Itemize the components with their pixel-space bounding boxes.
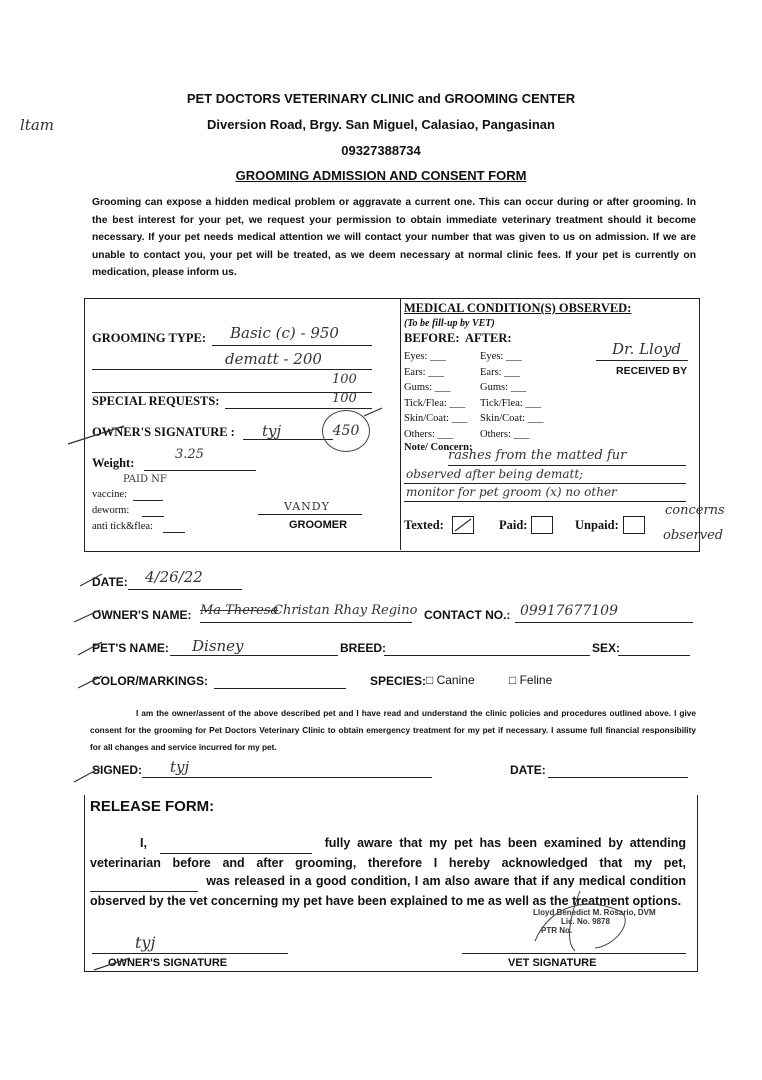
weight-label: Weight: [92,456,135,470]
signed-value: tyj [170,758,190,776]
after-item: Ears: ___ [480,366,520,378]
consent-paragraph: I am the owner/assent of the above described pet and I have read and understand the clinic policies and procedures outlined above. I give consent for the grooming for Pet Doctors Veterinary Clinic to obtain emergency treatment for my pet if necessary. I assume full financial responsibility for all changes and service incurred for my pet. [90,708,696,752]
after-item: Gums: ___ [480,382,527,393]
species-canine-label: Canine [436,673,475,687]
owner-name-value: Christan Rhay Regino [273,603,418,618]
anti-tick-line [163,532,185,533]
groomer-label: GROOMER [289,519,348,531]
grooming-type-value-2: dematt - 200 [225,350,322,368]
grooming-type-line-3 [92,392,372,393]
note-line-3: monitor for pet groom (x) no other [406,485,617,499]
before-item: Gums: ___ [404,382,451,393]
signed-date-line [548,777,688,778]
unpaid-label: Unpaid: [575,518,619,532]
vaccine-label: vaccine: [92,489,127,500]
vet-stamp-lic: Lic. No. 9878 [561,917,610,926]
owner-signature-label: OWNER'S SIGNATURE : [92,425,235,439]
color-markings-line [214,688,346,689]
before-item: Skin/Coat: ___ [404,413,468,424]
release-title: RELEASE FORM: [90,798,215,815]
texted-checkbox[interactable] [452,516,474,534]
release-text-b: fully aware that my pet has been examined by attending veterinarian before and after grooming, therefore I hereby acknowledged that my pet, [90,836,686,870]
contact-line [515,622,693,623]
special-requests-label: SPECIAL REQUESTS: [92,394,220,408]
owner-name-struck: Ma Theresa [200,603,279,618]
paid-checkbox[interactable] [531,516,553,534]
vaccine-line [133,500,163,501]
margin-note: ltam [20,116,54,134]
after-item: Tick/Flea: ___ [480,397,542,409]
pet-name-value: Disney [192,637,244,655]
note-trailing-1: concerns [665,503,725,518]
release-name-blank [160,834,312,854]
release-vet-sig-line [462,953,686,954]
clinic-name: PET DOCTORS VETERINARY CLINIC and GROOMING CENTER [186,91,576,106]
release-text-a: I, [140,836,147,850]
species-canine-option[interactable] [426,673,475,687]
deworm-line [142,516,164,517]
texted-label: Texted: [404,518,444,532]
before-label: BEFORE: [404,331,460,345]
species-label: SPECIES: [370,674,427,688]
checkbox-icon: □ [509,673,517,687]
color-markings-label: COLOR/MARKINGS: [92,674,208,688]
grooming-type-line [212,345,372,346]
after-list [480,349,543,442]
price-note-2: 100 [332,391,357,406]
date-line [128,589,242,590]
grooming-type-line-2 [92,369,372,370]
owner-signature-value: tyj [262,422,282,440]
after-label: AFTER: [465,331,512,345]
date-value: 4/26/22 [145,568,203,586]
vet-stamp-name: Lloyd Benedict M. Rosario, DVM [533,908,656,917]
grooming-type-value: Basic (c) - 950 [230,324,339,342]
release-text-c: was released in a good condition, I am also aware that if any medical condition observed by the vet concerning my pet have been explained to me as well as the treatment options. [90,874,686,908]
release-pet-blank [90,872,198,892]
sex-label: SEX: [592,641,621,655]
note-label: Note/ Concern: [404,442,473,453]
after-item: Skin/Coat: ___ [480,413,544,424]
after-item: Eyes: ___ [480,351,522,362]
pen-strokes [64,404,384,454]
species-feline-label: Feline [519,673,553,687]
groomer-line [258,514,362,515]
before-list [404,349,467,442]
form-title: GROOMING ADMISSION AND CONSENT FORM [235,168,527,183]
signed-line [142,777,432,778]
groomer-value: VANDY [284,500,330,513]
note-rule-3 [404,501,686,502]
pen-strokes-left [60,560,110,790]
before-item: Eyes: ___ [404,351,446,362]
breed-label: BREED: [340,641,387,655]
paid-note: PAID NF [123,474,167,485]
circled-total: 450 [322,410,370,452]
received-by-line [596,360,688,361]
pet-name-line [170,655,338,656]
deworm-label: deworm: [92,505,130,516]
before-item: Tick/Flea: ___ [404,397,466,409]
owner-name-line [200,622,412,623]
price-note-1: 100 [332,372,357,387]
received-by-label: RECEIVED BY [616,365,688,377]
note-rule-1 [448,465,686,466]
before-item: Others: ___ [404,428,454,440]
check-mark-icon [453,517,473,533]
note-trailing-2: observed [663,528,724,543]
clinic-phone: 09327388734 [341,143,421,158]
release-owner-sig-value: tyj [135,933,156,952]
weight-line [144,470,256,471]
vet-stamp-ptr: PTR No. [541,926,573,935]
note-line-2: observed after being dematt; [406,467,584,481]
sex-line [618,655,690,656]
breed-line [384,655,590,656]
pen-stroke-release [90,948,140,974]
release-owner-sig-label: OWNER'S SIGNATURE [108,957,228,969]
anti-tick-label: anti tick&flea: [92,521,153,532]
grooming-type-label: GROOMING TYPE: [92,331,207,345]
checkbox-icon: □ [426,673,434,687]
signed-date-label: DATE: [510,763,546,777]
medical-subtitle: (To be fill-up by VET) [404,318,495,329]
received-by-value: Dr. Lloyd [612,340,681,358]
after-item: Others: ___ [480,428,530,440]
species-feline-option[interactable] [509,673,552,687]
signed-label: SIGNED: [92,763,143,777]
clinic-address: Diversion Road, Brgy. San Miguel, Calasiao, Pangasinan [207,117,555,132]
contact-value: 09917677109 [520,603,618,619]
weight-value: 3.25 [175,447,204,462]
release-vet-sig-label: VET SIGNATURE [508,957,597,969]
medical-title: MEDICAL CONDITION(S) OBSERVED: [404,301,632,315]
vet-signature-scribble [525,886,635,956]
pet-name-label: PET'S NAME: [92,641,169,655]
before-item: Ears: ___ [404,366,444,378]
owner-name-label: OWNER'S NAME: [92,608,192,622]
note-line-1: rashes from the matted fur [448,448,627,463]
paid-label: Paid: [499,518,528,532]
box-divider [400,298,401,550]
date-label: DATE: [92,575,128,589]
unpaid-checkbox[interactable] [623,516,645,534]
contact-label: CONTACT NO.: [424,608,511,622]
note-rule-2 [404,483,686,484]
intro-paragraph: Grooming can expose a hidden medical problem or aggravate a current one. This can occur during or after grooming. In the best interest for your pet, we request your permission to obtain immediate veterinary treatment should it become necessary. If your pet needs medical attention we will contact your number that was given to us on admission. If we are unable to contact you, your pet will be treated, as we deem necessary at normal clinic fees. If your pet is currently on medication, please inform us. [92,197,696,279]
